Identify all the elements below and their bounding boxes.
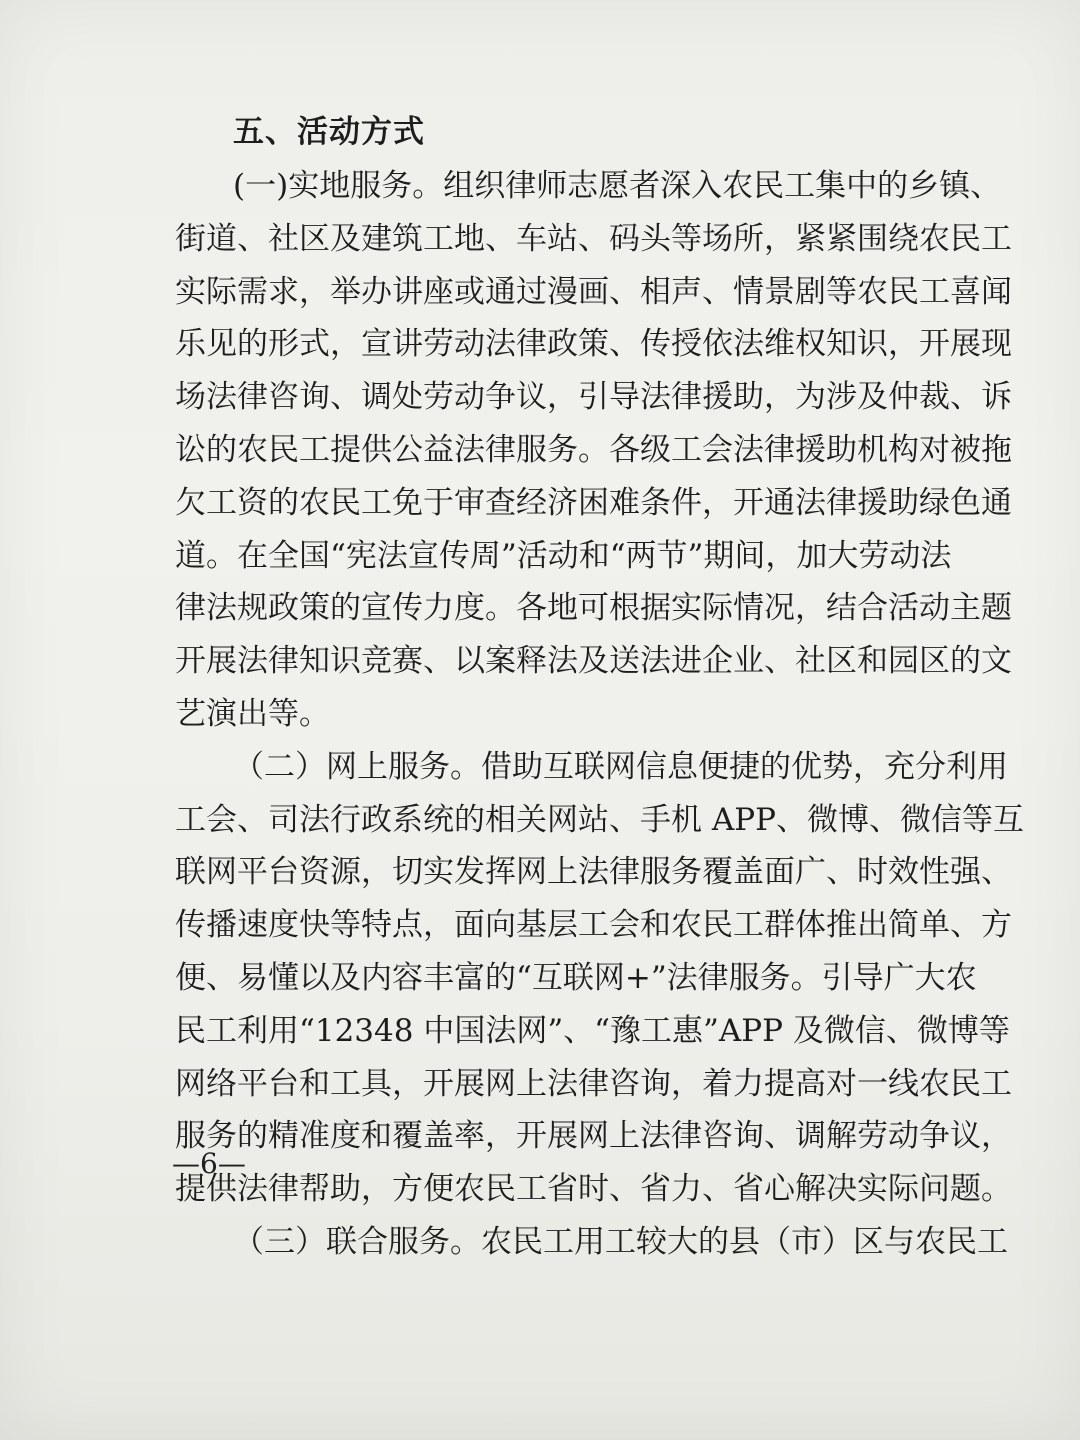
text-line: 工会、司法行政系统的相关网站、手机 APP、微博、微信等互: [175, 801, 1024, 838]
text-line: 道。在全国“宪法宣传周”活动和“两节”期间，加大劳动法: [175, 537, 952, 574]
text-line: 欠工资的农民工免于审查经济困难条件，开通法律援助绿色通: [175, 484, 1012, 521]
text-line: 服务的精准度和覆盖率，开展网上法律咨询、调解劳动争议，: [175, 1118, 1012, 1155]
text-line: 场法律咨询、调处劳动争议，引导法律援助，为涉及仲裁、诉: [175, 379, 1012, 416]
text-line: 街道、社区及建筑工地、车站、码头等场所，紧紧围绕农民工: [175, 220, 1012, 257]
text-line: 乐见的形式，宣讲劳动法律政策、传授依法维权知识，开展现: [175, 326, 1012, 363]
text-line: 实际需求，举办讲座或通过漫画、相声、情景剧等农民工喜闻: [175, 273, 1012, 310]
text-line: 民工利用“12348 中国法网”、“豫工惠”APP 及微信、微博等: [175, 1012, 1010, 1049]
text-line: 艺演出等。: [175, 695, 330, 732]
text-line: 律法规政策的宣传力度。各地可根据实际情况，结合活动主题: [175, 590, 1012, 627]
page-number: —6—: [172, 1147, 246, 1180]
text-line: 传播速度快等特点，面向基层工会和农民工群体推出简单、方: [175, 907, 1012, 944]
text-line: 开展法律知识竞赛、以案释法及送法进企业、社区和园区的文: [175, 643, 1012, 680]
section-heading: 五、活动方式: [233, 114, 425, 150]
text-line: 联网平台资源，切实发挥网上法律服务覆盖面广、时效性强、: [175, 854, 1012, 891]
document-body: [175, 104, 1024, 1269]
text-line: 提供法律帮助，方便农民工省时、省力、省心解决实际问题。: [175, 1171, 1012, 1208]
text-line: 网络平台和工具，开展网上法律咨询，着力提高对一线农民工: [175, 1065, 1012, 1102]
text-line: (一)实地服务。组织律师志愿者深入农民工集中的乡镇、: [233, 168, 1002, 204]
text-line: 讼的农民工提供公益法律服务。各级工会法律援助机构对被拖: [175, 431, 1012, 468]
text-line: （三）联合服务。农民工用工较大的县（市）区与农民工: [233, 1223, 1008, 1260]
text-line: （二）网上服务。借助互联网信息便捷的优势，充分利用: [233, 748, 1008, 785]
paragraph-online-service: [175, 741, 1024, 1216]
paragraph-onsite-service: [175, 160, 1012, 741]
text-line: 便、易懂以及内容丰富的“互联网+”法律服务。引导广大农: [175, 959, 977, 996]
paragraph-joint-service: [175, 1216, 1008, 1269]
